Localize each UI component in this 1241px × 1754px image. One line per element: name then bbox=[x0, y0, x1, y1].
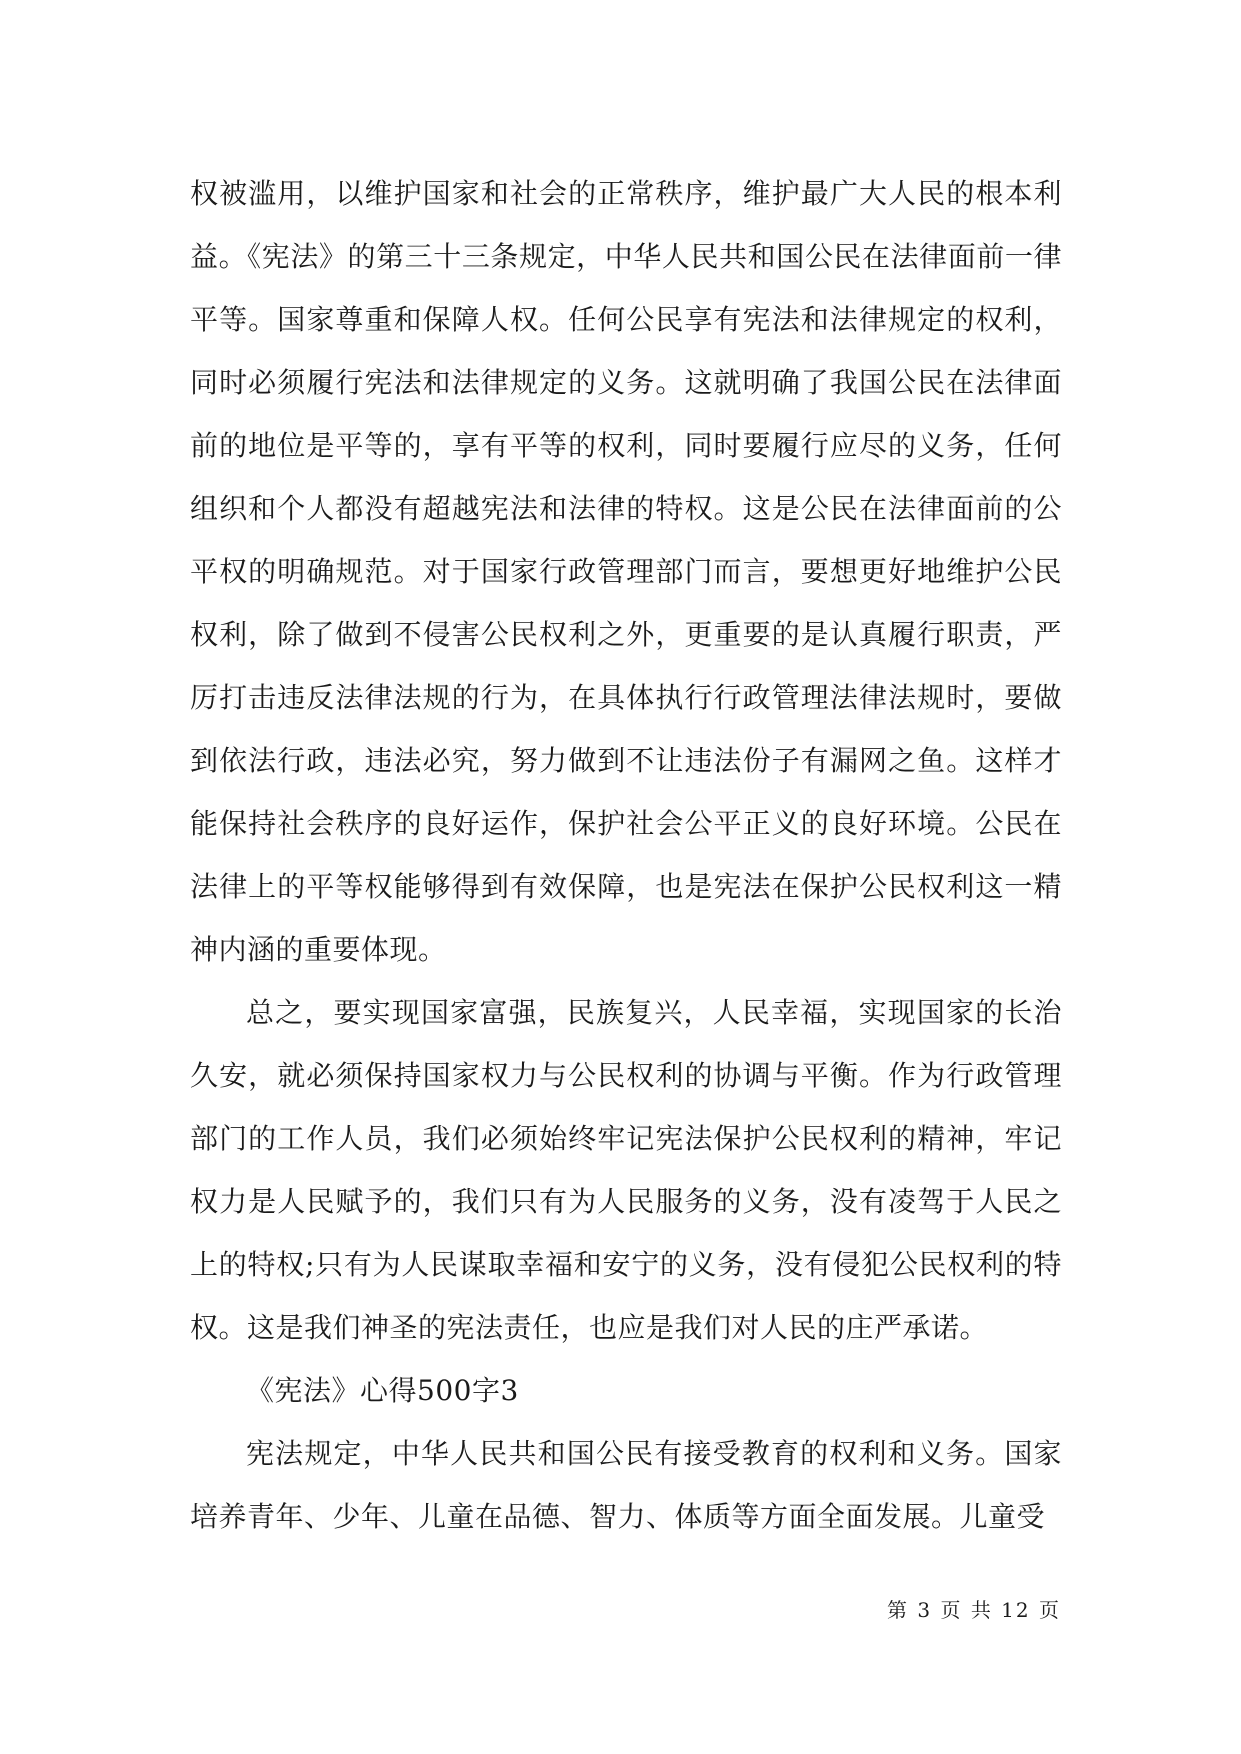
paragraph-section-start: 宪法规定，中华人民共和国公民有接受教育的权利和义务。国家培养青年、少年、儿童在品德、智力、体质等方面全面发展。儿童受 bbox=[190, 1437, 1062, 1533]
paragraph-conclusion: 总之，要实现国家富强，民族复兴，人民幸福，实现国家的长治久安，就必须保持国家权力与公民权利的协调与平衡。作为行政管理部门的工作人员，我们必须始终牢记宪法保护公民权利的精神，牢记权力是人民赋予的，我们只有为人民服务的义务，没有凌驾于人民之上的特权;只有为人民谋取幸福和安宁的义务，没有侵犯公民权利的特权。这是我们神圣的宪法责任，也应是我们对人民的庄严承诺。 bbox=[190, 996, 1062, 1344]
page-number-footer: 第 3 页 共 12 页 bbox=[887, 1598, 1061, 1622]
paragraph-continuation: 权被滥用，以维护国家和社会的正常秩序，维护最广大人民的根本利益。《宪法》的第三十三条规定，中华人民共和国公民在法律面前一律平等。国家尊重和保障人权。任何公民享有宪法和法律规定的权利，同时必须履行宪法和法律规定的义务。这就明确了我国公民在法律面前的地位是平等的，享有平等的权利，同时要履行应尽的义务，任何组织和个人都没有超越宪法和法律的特权。这是公民在法律面前的公平权的明确规范。对于国家行政管理部门而言，要想更好地维护公民权利，除了做到不侵害公民权利之外，更重要的是认真履行职责，严厉打击违反法律法规的行为，在具体执行行政管理法律法规时，要做到依法行政，违法必究，努力做到不让违法份子有漏网之鱼。这样才能保持社会秩序的良好运作，保护社会公平正义的良好环境。公民在法律上的平等权能够得到有效保障，也是宪法在保护公民权利这一精神内涵的重要体现。 bbox=[190, 177, 1062, 966]
document-body bbox=[190, 162, 1062, 1548]
section-heading: 《宪法》心得500字3 bbox=[246, 1374, 519, 1407]
